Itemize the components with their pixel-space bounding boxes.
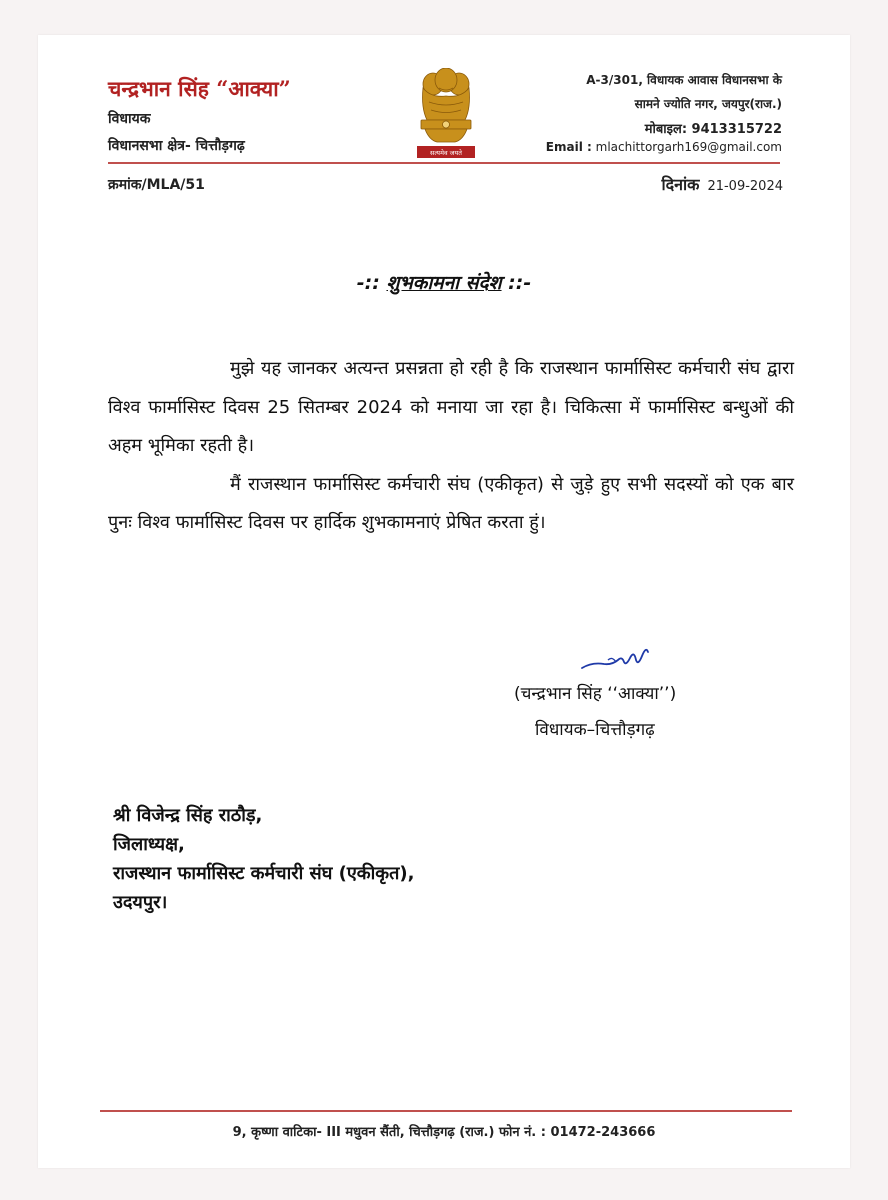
national-emblem-icon bbox=[411, 68, 481, 160]
addressee-city: उदयपुर। bbox=[113, 892, 168, 913]
date-line bbox=[661, 173, 783, 195]
addressee-name: श्री विजेन्द्र सिंह राठौड़, bbox=[113, 805, 263, 826]
addressee-organization: राजस्थान फार्मासिस्ट कर्मचारी संघ (एकीकृत), bbox=[113, 863, 415, 884]
date-value: 21-09-2024 bbox=[707, 179, 783, 194]
body-paragraph-1: मुझे यह जानकर अत्यन्त प्रसन्नता हो रही है कि राजस्थान फार्मासिस्ट कर्मचारी संघ द्वारा विश्व फार्मासिस्ट दिवस 25 सितम्बर 2024 को मनाया जा रहा है। चिकित्सा में फार्मासिस्ट बन्धुओं की अहम भूमिका रहती है। bbox=[108, 358, 794, 456]
letter-page bbox=[38, 35, 850, 1168]
email-value: mlachittorgarh169@gmail.com bbox=[595, 140, 782, 154]
body-paragraph-2: मैं राजस्थान फार्मासिस्ट कर्मचारी संघ (एकीकृत) से जुड़े हुए सभी सदस्यों को एक बार पुनः विश्व फार्मासिस्ट दिवस पर हार्दिक शुभकामनाएं प्रेषित करता हुं। bbox=[108, 473, 794, 533]
letterhead-divider bbox=[108, 162, 780, 164]
mla-designation: विधायक bbox=[108, 111, 151, 127]
email-label: Email : bbox=[545, 140, 592, 154]
heading-title: शुभकामना संदेश bbox=[386, 272, 502, 294]
reference-number: क्रमांक/MLA/51 bbox=[108, 177, 205, 193]
mobile-number: मोबाइल: 9413315722 bbox=[644, 122, 782, 137]
constituency: विधानसभा क्षेत्र- चित्तौड़गढ़ bbox=[108, 138, 245, 154]
email-line bbox=[546, 140, 782, 154]
mla-name: चन्द्रभान सिंह “आक्या” bbox=[108, 76, 291, 101]
handwritten-signature bbox=[578, 638, 668, 678]
message-body bbox=[108, 350, 794, 543]
heading-prefix: -:: bbox=[356, 272, 387, 294]
footer-address: 9, कृष्णा वाटिका- III मधुवन सैंती, चित्तौड़गढ़ (राज.) फोन नं. : 01472-243666 bbox=[232, 1125, 656, 1140]
date-label: दिनांक bbox=[661, 175, 700, 194]
address-line-1: A-3/301, विधायक आवास विधानसभा के bbox=[586, 73, 782, 87]
address-line-2: सामने ज्योति नगर, जयपुर(राज.) bbox=[634, 97, 782, 111]
footer-divider bbox=[100, 1110, 792, 1112]
message-heading bbox=[38, 269, 850, 295]
signatory-title: विधायक–चित्तौड़गढ़ bbox=[535, 720, 655, 740]
addressee-position: जिलाध्यक्ष, bbox=[113, 834, 185, 855]
heading-suffix: ::- bbox=[501, 272, 532, 294]
signatory-name: (चन्द्रभान सिंह ‘‘आक्या’’) bbox=[514, 684, 677, 704]
emblem-motto: सत्यमेव जयते bbox=[430, 149, 462, 157]
